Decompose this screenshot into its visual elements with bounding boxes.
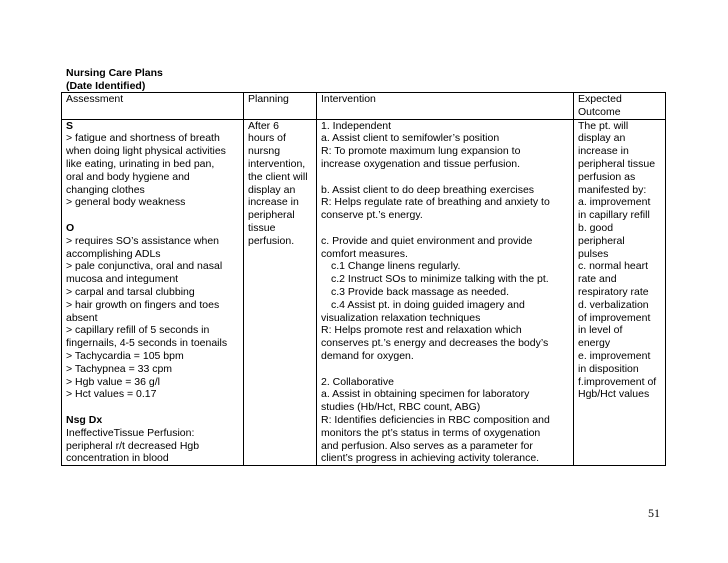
text-line: conserves pt.’s energy and decreases the body’s xyxy=(321,337,549,350)
text-line: 1. Independent xyxy=(321,119,392,132)
text-line: e. improvement xyxy=(578,349,651,362)
header-row xyxy=(62,93,666,120)
text-line: client’s progress in achieving activity tolerance. xyxy=(321,452,540,465)
text-line: peripheral tissue xyxy=(578,157,656,170)
text-line: d. verbalization xyxy=(578,298,649,311)
text-line: > Hct values = 0.17 xyxy=(66,388,157,401)
text-line: > Tachycardia = 105 bpm xyxy=(66,349,184,362)
text-line: b. Assist client to do deep breathing exercises xyxy=(321,183,535,196)
text-line: peripheral r/t decreased Hgb xyxy=(66,439,200,452)
title-line-1: Nursing Care Plans xyxy=(66,67,163,79)
text-line: c.1 Change linens regularly. xyxy=(331,260,461,273)
intervention-cell xyxy=(317,119,574,466)
text-line: accomplishing ADLs xyxy=(66,247,161,260)
intervention-block-4 xyxy=(321,376,571,466)
text-line: and perfusion. Also serves as a parameter for xyxy=(321,439,533,452)
text-line: nursng xyxy=(248,145,281,158)
text-line: conserve pt.’s energy. xyxy=(321,209,423,222)
document-title xyxy=(66,67,163,93)
text-line: manifested by: xyxy=(578,183,647,196)
text-line: > carpal and tarsal clubbing xyxy=(66,285,195,298)
intervention-block-2 xyxy=(321,184,571,222)
text-line: perfusion as xyxy=(578,170,636,183)
text-line: peripheral xyxy=(248,209,295,222)
text-line: in disposition xyxy=(578,362,639,375)
text-line: > hair growth on fingers and toes xyxy=(66,298,220,311)
objective-list xyxy=(66,235,241,401)
text-line: > fatigue and shortness of breath xyxy=(66,132,220,145)
text-line: > requires SO’s assistance when xyxy=(66,234,220,247)
text-line: respiratory rate xyxy=(578,285,649,298)
text-line: hours of xyxy=(248,132,286,145)
text-line: intervention, xyxy=(248,157,306,170)
text-line: in capillary refill xyxy=(578,209,650,222)
intervention-block-3-tail xyxy=(321,312,571,363)
text-line: comfort measures. xyxy=(321,247,408,260)
text-line: a. Assist client to semifowler’s position xyxy=(321,132,500,145)
planning-list xyxy=(248,120,314,248)
text-line: fingernails, 4-5 seconds in toenails xyxy=(66,337,228,350)
text-line: energy xyxy=(578,337,611,350)
text-line: rate and xyxy=(578,273,617,286)
text-line: a. improvement xyxy=(578,196,651,209)
text-line: c. Provide and quiet environment and provide xyxy=(321,234,533,247)
text-line: b. good xyxy=(578,221,614,234)
text-line: peripheral xyxy=(578,234,625,247)
care-plan-table xyxy=(61,92,666,466)
text-line: a. Assist in obtaining specimen for laboratory xyxy=(321,388,530,401)
text-line: > Hgb value = 36 g/l xyxy=(66,375,160,388)
text-line: in level of xyxy=(578,324,623,337)
intervention-block-3-head xyxy=(321,235,571,261)
subjective-list xyxy=(66,132,241,209)
nursing-diagnosis-list xyxy=(66,427,241,465)
text-line: > capillary refill of 5 seconds in xyxy=(66,324,210,337)
page-number: 51 xyxy=(648,506,660,520)
text-line: mucosa and integument xyxy=(66,273,179,286)
text-line: Hgb/Hct values xyxy=(578,388,650,401)
intervention-block-3-sub xyxy=(321,260,571,311)
text-line: visualization relaxation techniques xyxy=(321,311,481,324)
nursing-diagnosis-heading: Nsg Dx xyxy=(66,413,103,426)
text-line: of improvement xyxy=(578,311,651,324)
text-line: c.4 Assist pt. in doing guided imagery and xyxy=(331,298,525,311)
text-line: The pt. will xyxy=(578,119,629,132)
text-line: 2. Collaborative xyxy=(321,375,394,388)
text-line: perfusion. xyxy=(248,234,295,247)
assessment-cell xyxy=(62,119,244,466)
text-line: IneffectiveTissue Perfusion: xyxy=(66,426,195,439)
text-line: c.3 Provide back massage as needed. xyxy=(331,285,510,298)
text-line: > Tachypnea = 33 cpm xyxy=(66,362,173,375)
text-line: increase in xyxy=(578,145,629,158)
text-line: c. normal heart xyxy=(578,260,649,273)
text-line: After 6 xyxy=(248,119,279,132)
text-line: changing clothes xyxy=(66,183,145,196)
planning-cell xyxy=(244,119,317,466)
subjective-heading: S xyxy=(66,119,74,132)
outcome-list xyxy=(578,120,663,402)
text-line: absent xyxy=(66,311,98,324)
intervention-block-1 xyxy=(321,120,571,171)
text-line: monitors the pt’s status in terms of oxygenation xyxy=(321,426,541,439)
text-line: increase oxygenation and tissue perfusion. xyxy=(321,157,521,170)
text-line: when doing light physical activities xyxy=(66,145,226,158)
text-line: demand for oxygen. xyxy=(321,349,414,362)
text-line: tissue xyxy=(248,221,276,234)
text-line: > pale conjunctiva, oral and nasal xyxy=(66,260,223,273)
text-line: pulses xyxy=(578,247,609,260)
text-line: f.improvement of xyxy=(578,375,657,388)
text-line: display an xyxy=(248,183,296,196)
outcome-cell xyxy=(574,119,666,466)
header-intervention: Intervention xyxy=(317,93,574,120)
text-line: R: Helps regulate rate of breathing and anxiety to xyxy=(321,196,550,209)
objective-heading: O xyxy=(66,221,75,234)
text-line: R: Identifies deficiencies in RBC composition and xyxy=(321,413,550,426)
text-line: display an xyxy=(578,132,626,145)
text-line: > general body weakness xyxy=(66,196,186,209)
text-line: the client will xyxy=(248,170,308,183)
header-expected-outcome: Expected Outcome xyxy=(574,93,666,120)
content-row xyxy=(62,119,666,466)
text-line: like eating, urinating in bed pan, xyxy=(66,157,215,170)
title-line-2: (Date Identified) xyxy=(66,80,146,92)
text-line: oral and body hygiene and xyxy=(66,170,190,183)
header-assessment: Assessment xyxy=(62,93,244,120)
text-line: concentration in blood xyxy=(66,452,169,465)
text-line: R: To promote maximum lung expansion to xyxy=(321,145,521,158)
text-line: c.2 Instruct SOs to minimize talking with the pt. xyxy=(331,273,549,286)
text-line: R: Helps promote rest and relaxation which xyxy=(321,324,522,337)
header-planning: Planning xyxy=(244,93,317,120)
text-line: increase in xyxy=(248,196,299,209)
text-line: studies (Hb/Hct, RBC count, ABG) xyxy=(321,401,481,414)
